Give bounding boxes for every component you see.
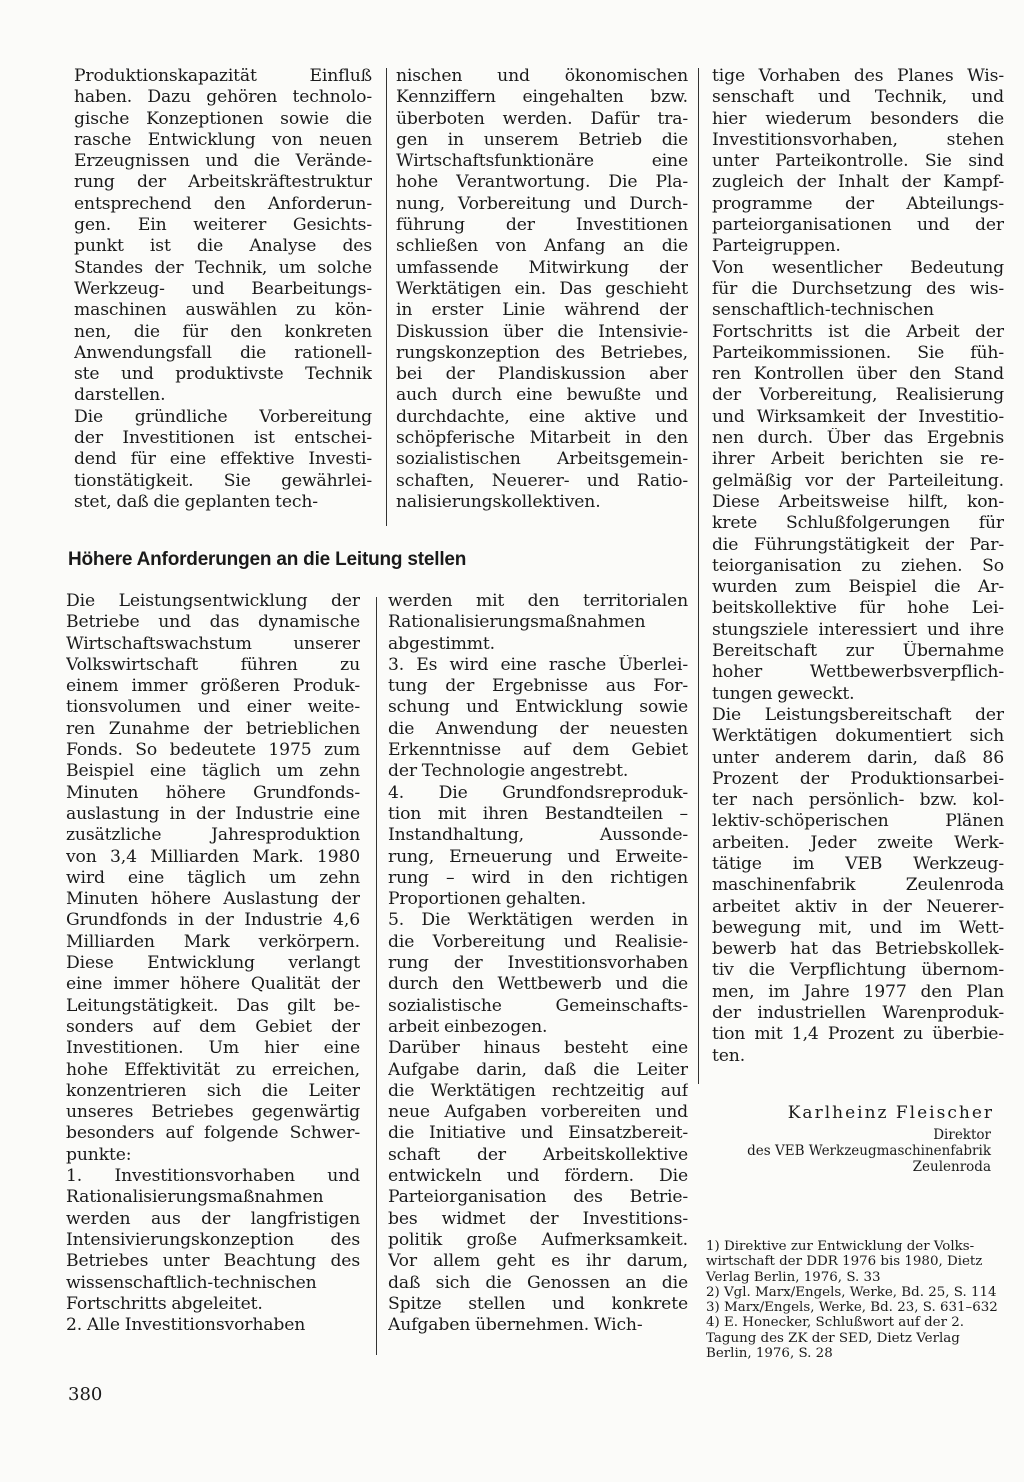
text-line: für die Durchsetzung des wis- — [712, 278, 1004, 299]
text-line: tätige im VEB Werkzeug- — [712, 853, 1004, 874]
text-line: Parteiorganisation des Betrie- — [388, 1187, 688, 1208]
text-line: Intensivierungskonzeption des — [66, 1229, 360, 1250]
text-line: die Initiative und Einsatzbereit- — [388, 1123, 688, 1144]
text-line: tion mit 1,4 Prozent zu überbie- — [712, 1024, 1004, 1045]
text-line: unter Parteikontrolle. Sie sind — [712, 151, 1004, 172]
text-line: von 3,4 Milliarden Mark. 1980 — [66, 846, 360, 867]
page-number: 380 — [68, 1384, 103, 1405]
text-line: werden aus der langfristigen — [66, 1208, 360, 1229]
text-line: umfassende Mitwirkung der — [396, 257, 688, 278]
text-line: beitskollektive für hohe Lei- — [712, 598, 1004, 619]
column-rule-upper — [386, 68, 387, 526]
text-line: Betriebes unter Beachtung des — [66, 1251, 360, 1272]
text-line: wird eine täglich um zehn — [66, 867, 360, 888]
text-line: überboten werden. Dafür tra- — [396, 108, 688, 129]
text-line: Diskussion über die Intensivie- — [396, 321, 688, 342]
text-line: darstellen. — [74, 385, 166, 406]
text-line: Volkswirtschaft führen zu — [66, 654, 360, 675]
text-column-lower-left — [66, 591, 360, 1336]
text-line: der Technologie angestrebt. — [388, 761, 629, 782]
text-line: Fonds. So bedeutete 1975 zum — [66, 740, 360, 761]
text-line: gelmäßig vor der Parteileitung. — [712, 470, 1004, 491]
text-line: 1. Investitionsvorhaben und — [66, 1166, 360, 1187]
text-line: ren Kontrollen über den Stand — [712, 364, 1004, 385]
text-column-upper-left — [74, 66, 372, 513]
text-line: Darüber hinaus besteht eine — [388, 1038, 688, 1059]
footnotes — [706, 1239, 996, 1361]
text-line: Beispiel eine täglich um zehn — [66, 761, 360, 782]
text-line: ter nach persönlich- bzw. kol- — [712, 790, 1004, 811]
footnote-line: wirtschaft der DDR 1976 bis 1980, Dietz — [706, 1254, 983, 1270]
text-line: auch durch eine bewußte und — [396, 385, 688, 406]
text-line: tionsvolumen und einer weite- — [66, 697, 360, 718]
footnote-line: Verlag Berlin, 1976, S. 33 — [706, 1269, 881, 1285]
text-line: die Führungstätigkeit der Par- — [712, 534, 1004, 555]
text-line: Fortschritts ist die Arbeit der — [712, 321, 1004, 342]
text-line: schließen von Anfang an die — [396, 236, 688, 257]
text-line: Wirtschaftsfunktionäre eine — [396, 151, 688, 172]
text-line: haben. Dazu gehören technolo- — [74, 87, 372, 108]
text-line: Betriebe und das dynamische — [66, 612, 360, 633]
text-line: tung der Ergebnisse aus For- — [388, 676, 688, 697]
text-line: nischen und ökonomischen — [396, 66, 688, 86]
text-line: 5. Die Werktätigen werden in — [388, 910, 688, 931]
text-line: abgestimmt. — [388, 633, 495, 654]
footnote-line: Tagung des ZK der SED, Dietz Verlag — [706, 1330, 960, 1346]
text-line: hohe Effektivität zu erreichen, — [66, 1059, 360, 1080]
text-line: der industriellen Warenproduk- — [712, 1003, 1004, 1024]
text-line: Proportionen gehalten. — [388, 889, 587, 910]
column-rule-right — [698, 68, 699, 1084]
text-line: Kennziffern eingehalten bzw. — [396, 87, 688, 108]
text-line: Diese Entwicklung verlangt — [66, 953, 360, 974]
text-line: schaft der Arbeitskollektive — [388, 1144, 688, 1165]
text-line: wurden zum Beispiel die Ar- — [712, 577, 1004, 598]
text-line: gen. Ein weiterer Gesichts- — [74, 215, 372, 236]
text-line: Rationalisierungsmaßnahmen — [66, 1187, 324, 1208]
text-line: senschaft und Technik, und — [712, 87, 1004, 108]
text-line: die Vorbereitung und Realisie- — [388, 931, 688, 952]
text-line: Die Leistungsbereitschaft der — [712, 704, 1004, 725]
text-line: die Werktätigen rechtzeitig auf — [388, 1080, 688, 1101]
text-line: Rationalisierungsmaßnahmen — [388, 612, 646, 633]
footnote-line: 1) Direktive zur Entwicklung der Volks- — [706, 1239, 975, 1254]
text-line: tion mit ihren Bestandteilen – — [388, 803, 688, 824]
text-line: Produktionskapazität Einfluß — [74, 66, 372, 86]
text-line: ten. — [712, 1045, 746, 1066]
text-line: 4. Die Grundfondsreproduk- — [388, 782, 688, 803]
text-line: unseres Betriebes gegenwärtig — [66, 1102, 360, 1123]
text-line: wissenschaftlich-technischen — [66, 1272, 317, 1293]
text-line: Diese Arbeitsweise hilft, kon- — [712, 491, 1004, 512]
text-line: Anwendungsfall die rationell- — [74, 342, 372, 363]
text-line: nalisierungskollektiven. — [396, 491, 601, 512]
text-line: ren Zunahme der betrieblichen — [66, 718, 360, 739]
text-line: sozialistischen Arbeitsgemein- — [396, 449, 688, 470]
text-line: sozialistische Gemeinschafts- — [388, 995, 688, 1016]
text-line: arbeiten. Jeder zweite Werk- — [712, 832, 1004, 853]
text-line: men, im Jahre 1977 den Plan — [712, 981, 1004, 1002]
text-line: politik große Aufmerksamkeit. — [388, 1229, 688, 1250]
text-line: maschinen auswählen zu kön- — [74, 300, 372, 321]
text-line: führung der Investitionen — [396, 215, 688, 236]
text-line: Werkzeug- und Bearbeitungs- — [74, 278, 372, 299]
author-title: Direktor — [933, 1127, 991, 1143]
text-line: zugleich der Inhalt der Kampf- — [712, 172, 1004, 193]
text-line: nen durch. Über das Ergebnis — [712, 428, 1004, 449]
text-line: neue Aufgaben vorbereiten und — [388, 1102, 688, 1123]
text-line: der Vorbereitung, Realisierung — [712, 385, 1004, 406]
footnote-line: Berlin, 1976, S. 28 — [706, 1346, 833, 1362]
text-line: parteiorganisationen und der — [712, 215, 1004, 236]
text-line: Parteikommissionen. Sie füh- — [712, 342, 1004, 363]
text-line: Grundfonds in der Industrie 4,6 — [66, 910, 360, 931]
footnote-line: 4) E. Honecker, Schlußwort auf der 2. — [706, 1315, 965, 1331]
text-column-lower-middle — [388, 591, 688, 1336]
text-line: Vor allem geht es ihr darum, — [388, 1251, 688, 1272]
text-line: Minuten höhere Grundfonds- — [66, 782, 360, 803]
text-line: ihrer Arbeit berichten sie re- — [712, 449, 1004, 470]
text-line: hier wiederum besonders die — [712, 108, 1004, 129]
text-line: konzentrieren sich die Leiter — [66, 1080, 360, 1101]
text-line: nung, Vorbereitung und Durch- — [396, 193, 688, 214]
text-line: ste und produktivste Technik — [74, 364, 372, 385]
text-line: Minuten höhere Auslastung der — [66, 889, 360, 910]
text-line: tungen geweckt. — [712, 683, 855, 704]
footnote-line: 2) Vgl. Marx/Engels, Werke, Bd. 25, S. 114 — [706, 1284, 997, 1300]
text-line: Werktätigen ein. Das geschieht — [396, 278, 688, 299]
text-line: Die gründliche Vorbereitung — [74, 406, 372, 427]
text-line: rungskonzeption des Betriebes, — [396, 342, 688, 363]
text-line: gen in unserem Betrieb die — [396, 129, 688, 150]
text-line: nen, die für den konkreten — [74, 321, 372, 342]
text-line: die Anwendung der neuesten — [388, 718, 688, 739]
text-line: sonders auf dem Gebiet der — [66, 1016, 360, 1037]
text-line: zusätzliche Jahresproduktion — [66, 825, 360, 846]
text-line: punkte: — [66, 1144, 132, 1165]
text-line: bewegung mit, und im Wett- — [712, 917, 1004, 938]
text-line: rung – wird in den richtigen — [388, 867, 688, 888]
text-line: entwickeln und fördern. Die — [388, 1166, 688, 1187]
footnote-line: 3) Marx/Engels, Werke, Bd. 23, S. 631–632 — [706, 1300, 998, 1316]
text-line: Investitionsvorhaben, stehen — [712, 129, 1004, 150]
text-line: schung und Entwicklung sowie — [388, 697, 688, 718]
text-line: gische Konzeptionen sowie die — [74, 108, 372, 129]
text-line: krete Schlußfolgerungen für — [712, 513, 1004, 534]
text-line: durch den Wettbewerb und die — [388, 974, 688, 995]
text-line: Von wesentlicher Bedeutung — [712, 257, 1004, 278]
text-line: tionstätigkeit. Sie gewährlei- — [74, 470, 372, 491]
text-line: teiorganisation zu ziehen. So — [712, 555, 1004, 576]
text-line: rung der Arbeitskräftestruktur — [74, 172, 372, 193]
text-line: eine immer höhere Qualität der — [66, 974, 360, 995]
text-line: daß sich die Genossen an die — [388, 1272, 688, 1293]
author-name: Karlheinz Fleischer — [787, 1103, 994, 1123]
text-line: senschaftlich-technischen — [712, 300, 934, 321]
text-line: Erkenntnisse auf dem Gebiet — [388, 740, 688, 761]
text-line: dend für eine effektive Investi- — [74, 449, 372, 470]
text-column-right — [712, 66, 1004, 1067]
text-line: Bereitschaft zur Übernahme — [712, 641, 1004, 662]
text-line: rung, Erneuerung und Erweite- — [388, 846, 688, 867]
text-line: programme der Abteilungs- — [712, 193, 1004, 214]
text-line: bes widmet der Investitions- — [388, 1208, 688, 1229]
text-line: entsprechend den Anforderun- — [74, 193, 372, 214]
text-line: Investitionen. Um hier eine — [66, 1038, 360, 1059]
text-line: stet, daß die geplanten tech- — [74, 491, 318, 512]
text-line: der Investitionen ist entschei- — [74, 428, 372, 449]
text-line: stungsziele interessiert und ihre — [712, 619, 1004, 640]
text-line: Leitungstätigkeit. Das gilt be- — [66, 995, 360, 1016]
author-organization: des VEB Werkzeugmaschinenfabrik — [747, 1143, 991, 1159]
text-column-upper-middle — [396, 66, 688, 513]
text-line: Standes der Technik, um solche — [74, 257, 372, 278]
text-line: Aufgabe darin, daß die Leiter — [388, 1059, 688, 1080]
text-line: besonders auf folgende Schwer- — [66, 1123, 360, 1144]
text-line: auslastung in der Industrie eine — [66, 803, 360, 824]
text-line: unter anderem darin, daß 86 — [712, 747, 1004, 768]
column-rule-lower — [376, 597, 377, 1355]
text-line: und Wirksamkeit der Investitio- — [712, 406, 1004, 427]
text-line: Milliarden Mark verkörpern. — [66, 931, 360, 952]
text-line: tige Vorhaben des Planes Wis- — [712, 66, 1004, 86]
text-line: punkt ist die Analyse des — [74, 236, 372, 257]
text-line: lektiv-schöperischen Plänen — [712, 811, 1004, 832]
text-line: hoher Wettbewerbsverpflich- — [712, 662, 1004, 683]
text-line: Fortschritts abgeleitet. — [66, 1293, 263, 1314]
text-line: 2. Alle Investitionsvorhaben — [66, 1315, 306, 1336]
text-line: einem immer größeren Produk- — [66, 676, 360, 697]
text-line: Instandhaltung, Aussonde- — [388, 825, 688, 846]
text-line: hohe Verantwortung. Die Pla- — [396, 172, 688, 193]
text-line: Aufgaben übernehmen. Wich- — [388, 1315, 643, 1336]
text-line: 3. Es wird eine rasche Überlei- — [388, 654, 688, 675]
section-heading: Höhere Anforderungen an die Leitung stellen — [68, 549, 467, 570]
text-line: arbeitet aktiv in der Neuerer- — [712, 896, 1004, 917]
text-line: werden mit den territorialen — [388, 591, 688, 611]
text-line: in erster Linie während der — [396, 300, 688, 321]
text-line: tiv die Verpflichtung übernom- — [712, 960, 1004, 981]
text-line: Die Leistungsentwicklung der — [66, 591, 360, 611]
text-line: bewerb hat das Betriebskollek- — [712, 939, 1004, 960]
text-line: Wirtschaftswachstum unserer — [66, 633, 360, 654]
text-line: Spitze stellen und konkrete — [388, 1293, 688, 1314]
text-line: durchdachte, eine aktive und — [396, 406, 688, 427]
text-line: bei der Plandiskussion aber — [396, 364, 688, 385]
text-line: rung der Investitionsvorhaben — [388, 953, 688, 974]
author-place: Zeulenroda — [912, 1159, 991, 1175]
text-line: Erzeugnissen und die Verände- — [74, 151, 372, 172]
text-line: Werktätigen dokumentiert sich — [712, 726, 1004, 747]
text-line: Parteigruppen. — [712, 236, 841, 257]
text-line: Prozent der Produktionsarbei- — [712, 768, 1004, 789]
text-line: schaften, Neuerer- und Ratio- — [396, 470, 688, 491]
text-line: schöpferische Mitarbeit in den — [396, 428, 688, 449]
text-line: maschinenfabrik Zeulenroda — [712, 875, 1004, 896]
text-line: rasche Entwicklung von neuen — [74, 129, 372, 150]
text-line: arbeit einbezogen. — [388, 1016, 548, 1037]
